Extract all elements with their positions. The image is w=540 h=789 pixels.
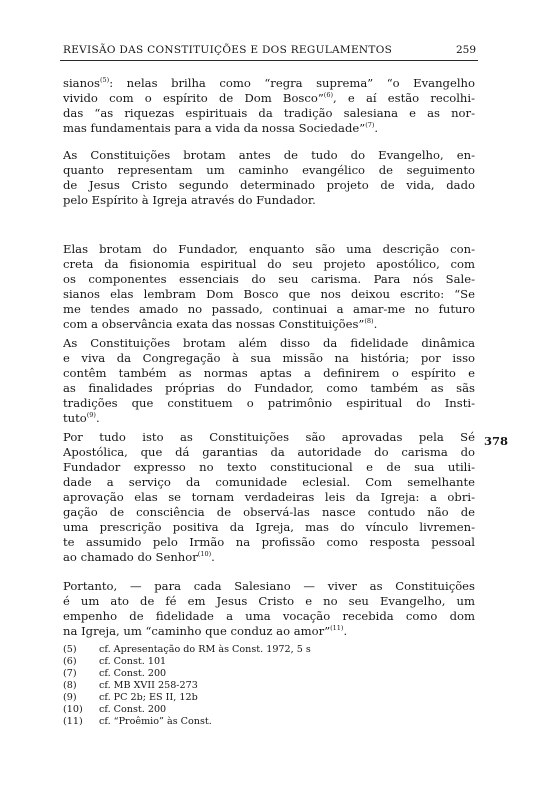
text-line: é um ato de fé em Jesus Cristo e no seu Evangelho, um xyxy=(63,594,475,608)
text-line: mas fundamentais para a vida da nossa Sociedade”$^{(7)}$. xyxy=(63,121,379,135)
footnote xyxy=(63,692,363,704)
text-line: tuto$^{(9)}$. xyxy=(63,411,100,425)
text-line: Apostólica, que dá garantias da autoridade do carisma do xyxy=(63,445,475,459)
footnote-number: (7) xyxy=(63,668,77,679)
footnote xyxy=(63,656,363,668)
running-header xyxy=(60,44,478,61)
text-line: creta da fisionomia espiritual do seu projeto apostólico, com xyxy=(63,257,475,271)
footnote xyxy=(63,644,363,656)
footnote-text: cf. Const. 101 xyxy=(99,656,167,667)
text-line: te assumido pelo Irmão na profissão como resposta pessoal xyxy=(63,535,475,549)
paragraph xyxy=(63,148,475,208)
footnotes xyxy=(63,644,363,728)
footnote-ref: (8) xyxy=(364,317,374,325)
footnote-number: (10) xyxy=(63,704,83,715)
footnote-text: cf. Const. 200 xyxy=(99,704,167,715)
text-line: empenho de fidelidade a uma vocação recebida como dom xyxy=(63,609,475,623)
footnote-text: cf. MB XVII 258-273 xyxy=(99,680,198,691)
footnote xyxy=(63,680,363,692)
paragraph xyxy=(63,430,475,565)
text-line: contêm também as normas aptas a definirem o espírito e xyxy=(63,366,475,380)
footnote xyxy=(63,668,363,680)
text-line: das “as riquezas espirituais da tradição salesiana e as nor- xyxy=(63,106,475,120)
text-line: tradições que constituem o patrimônio espiritual do Insti- xyxy=(63,396,475,410)
text-line: com a observância exata das nossas Constituições”$^{(8)}$. xyxy=(63,317,378,331)
paragraph xyxy=(63,336,475,426)
footnote-number: (6) xyxy=(63,656,77,667)
paragraph xyxy=(63,579,475,639)
paragraph xyxy=(63,242,475,332)
footnote-text: cf. PC 2b; ES II, 12b xyxy=(99,692,198,703)
text-line: Por tudo isto as Constituições são aprovadas pela Sé xyxy=(63,430,475,444)
text-line: os componentes essenciais do seu carisma. Para nós Sale- xyxy=(63,272,475,286)
footnote-ref: (6) xyxy=(323,91,333,99)
footnote-ref: (7) xyxy=(365,121,375,129)
text-line: gação de consciência de observá-las nasce contudo não de xyxy=(63,505,475,519)
footnote-ref: (11) xyxy=(330,624,344,632)
text-line: As Constituições brotam além disso da fidelidade dinâmica xyxy=(63,336,475,350)
footnote-ref: (9) xyxy=(86,411,96,419)
text-line: sianos$^{(5)}$: nelas brilha como “regra suprema” “o Evangelho xyxy=(63,76,475,90)
text-line: dade a serviço da comunidade eclesial. Com semelhante xyxy=(63,475,475,489)
text-line: ao chamado do Senhor$^{(10)}$. xyxy=(63,550,215,564)
text-line: de Jesus Cristo segundo determinado projeto de vida, dado xyxy=(63,178,475,192)
text-line: As Constituições brotam antes de tudo do Evangelho, en- xyxy=(63,148,475,162)
margin-article-number: 378 xyxy=(484,434,509,448)
footnote-text: cf. Apresentação do RM às Const. 1972, 5 s xyxy=(99,644,311,655)
footnote-number: (11) xyxy=(63,716,83,727)
running-header-title: REVISÃO DAS CONSTITUIÇÕES E DOS REGULAMENTOS xyxy=(63,44,393,56)
text-line: Fundador expresso no texto constitucional e de sua utili- xyxy=(63,460,475,474)
footnote xyxy=(63,704,363,716)
text-line: vivido com o espírito de Dom Bosco”$^{(6)}$, e aí estão recolhi- xyxy=(63,91,475,105)
text-line: pelo Espírito à Igreja através do Fundador. xyxy=(63,193,316,207)
footnote xyxy=(63,716,363,728)
text-line: uma prescrição positiva da Igreja, mas do vínculo livremen- xyxy=(63,520,475,534)
text-line: me tendes amado no passado, continuai a amar-me no futuro xyxy=(63,302,475,316)
page-number: 259 xyxy=(455,44,476,56)
text-line: Portanto, — para cada Salesiano — viver as Constituições xyxy=(63,579,475,593)
text-line: e viva da Congregação à sua missão na história; por isso xyxy=(63,351,475,365)
footnote-text: cf. “Proêmio” às Const. xyxy=(99,716,212,727)
text-line: quanto representam um caminho evangélico de seguimento xyxy=(63,163,475,177)
footnote-text: cf. Const. 200 xyxy=(99,668,167,679)
text-line: na Igreja, um “caminho que conduz ao amor”$^{(11)}$. xyxy=(63,624,348,638)
text-line: aprovação elas se tornam verdadeiras leis da Igreja: a obri- xyxy=(63,490,475,504)
footnote-ref: (10) xyxy=(197,550,212,558)
footnote-number: (9) xyxy=(63,692,77,703)
footnote-number: (8) xyxy=(63,680,77,691)
footnote-ref: (5) xyxy=(99,76,110,84)
paragraph xyxy=(63,76,475,136)
footnote-number: (5) xyxy=(63,644,77,655)
text-line: Elas brotam do Fundador, enquanto são uma descrição con- xyxy=(63,242,475,256)
text-line: sianos elas lembram Dom Bosco que nos deixou escrito: “Se xyxy=(63,287,475,301)
text-line: as finalidades próprias do Fundador, como também as sãs xyxy=(63,381,475,395)
